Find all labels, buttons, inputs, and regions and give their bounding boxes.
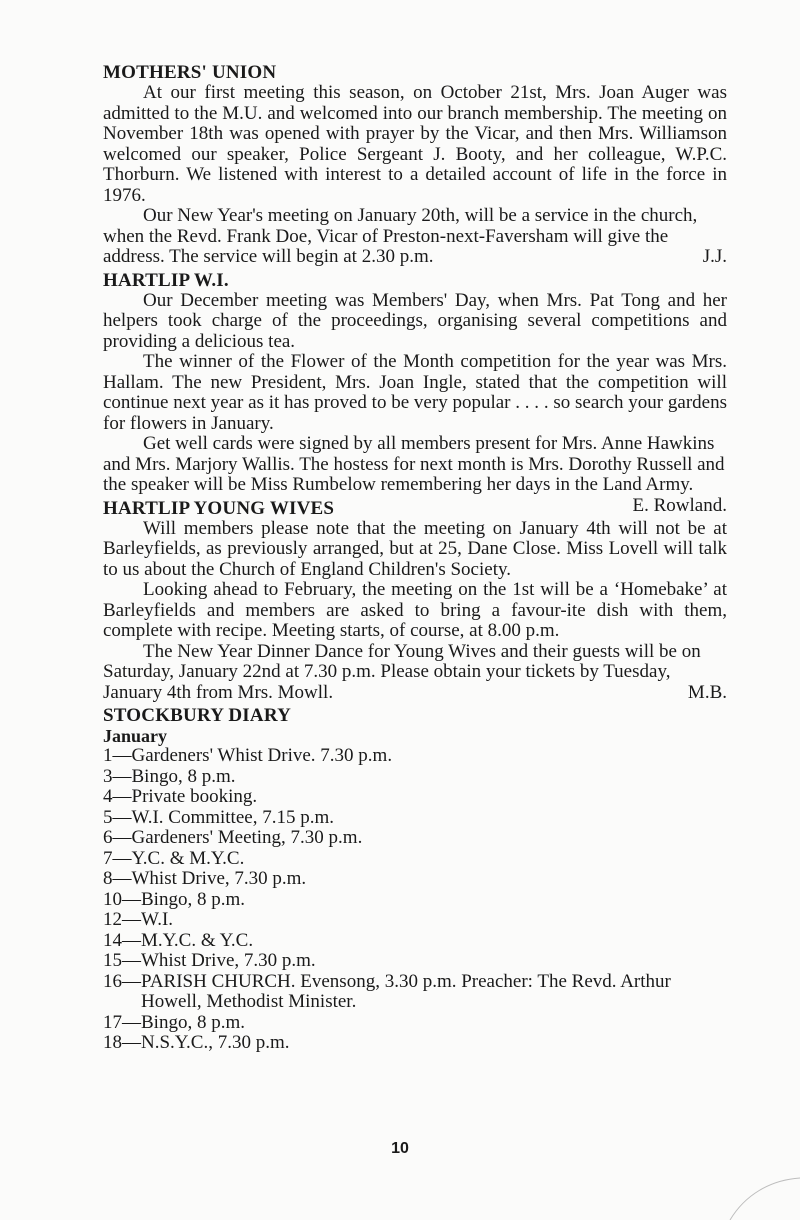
page-curl-mark	[720, 1170, 800, 1220]
diary-entry: 5—W.I. Committee, 7.15 p.m.	[103, 806, 334, 828]
section-heading: HARTLIP W.I.	[103, 269, 229, 291]
diary-entry: 14—M.Y.C. & Y.C.	[103, 929, 254, 951]
diary-entry: 15—Whist Drive, 7.30 p.m.	[103, 950, 316, 971]
section-hartlip-young-wives	[103, 494, 727, 704]
page-body	[103, 62, 727, 1054]
diary-entry: 4—Private booking.	[103, 786, 258, 807]
diary-entry: 10—Bingo, 8 p.m.	[103, 888, 245, 910]
paragraph-text: The New Year Dinner Dance for Young Wives and their guests will be on Saturday, January 22nd at 7.30 p.m. Please obtain your tickets by Tuesday, January 4th from Mrs. Mowll.	[103, 640, 701, 703]
diary-entry: 8—Whist Drive, 7.30 p.m.	[103, 868, 307, 889]
paragraph	[103, 206, 727, 268]
section-stockbury-diary	[103, 705, 727, 1054]
diary-month: January	[103, 726, 168, 746]
diary-entry: 7—Y.C. & M.Y.C.	[103, 847, 245, 869]
diary-entry: 17—Bingo, 8 p.m.	[103, 1011, 245, 1033]
diary-entry: 16—PARISH CHURCH. Evensong, 3.30 p.m. Preacher: The Revd. Arthur Howell, Methodist Minister.	[103, 970, 671, 1012]
paragraph	[103, 642, 727, 704]
diary-entry: 18—N.S.Y.C., 7.30 p.m.	[103, 1032, 290, 1053]
section-heading: MOTHERS' UNION	[103, 62, 277, 83]
signature: M.B.	[687, 681, 727, 703]
diary-entry: 1—Gardeners' Whist Drive. 7.30 p.m.	[103, 745, 393, 766]
paragraph: At our first meeting this season, on October 21st, Mrs. Joan Auger was admitted to the M.U. and welcomed into our branch membership. The meeting on November 18th was opened with prayer by the Vicar, and then Mrs. Williamson welcomed our speaker, Police Sergeant J. Booty, and her colleague, W.P.C. Thorburn. We listened with interest to a detailed account of life in the force in 1976.	[103, 82, 727, 206]
paragraph: The winner of the Flower of the Month competition for the year was Mrs. Hallam. The new President, Mrs. Joan Ingle, stated that the competition will continue next year as it has proved to be very popular . . . . so search your gardens for flowers in January.	[103, 351, 727, 434]
section-heading: STOCKBURY DIARY	[103, 705, 291, 726]
signature: J.J.	[702, 246, 727, 267]
signature: E. Rowland.	[632, 494, 727, 516]
diary-entry: 3—Bingo, 8 p.m.	[103, 765, 236, 787]
diary-entry: 6—Gardeners' Meeting, 7.30 p.m.	[103, 827, 363, 848]
paragraph: Looking ahead to February, the meeting on the 1st will be a ‘Homebake’ at Barleyfields and members are asked to bring a favour-ite dish with them, complete with recipe. Meeting starts, of course, at 8.00 p.m.	[103, 579, 727, 641]
paragraph: Will members please note that the meeting on January 4th will not be at Barleyfields, as previously arranged, but at 25, Dane Close. Miss Lovell will talk to us about the Church of England Children's Society.	[103, 517, 727, 580]
diary-list	[103, 746, 727, 1054]
section-mothers-union	[103, 62, 727, 268]
page-number: 10	[391, 1140, 409, 1157]
paragraph-text: Get well cards were signed by all members present for Mrs. Anne Hawkins and Mrs. Marjory Wallis. The hostess for next month is Mrs. Dorothy Russell and the speaker will be Miss Rumbelow remembering her days in the Land Army.	[103, 433, 725, 495]
paragraph-text: Our New Year's meeting on January 20th, will be a service in the church, when the Revd. Frank Doe, Vicar of Preston-next-Faversham will give the address. The service will begin at 2.30 p.m.	[103, 205, 698, 267]
paragraph: Our December meeting was Members' Day, when Mrs. Pat Tong and her helpers took charge of the proceedings, organising several competitions and providing a delicious tea.	[103, 289, 727, 352]
section-heading: HARTLIP YOUNG WIVES	[103, 497, 335, 519]
diary-entry: 12—W.I.	[103, 909, 174, 930]
